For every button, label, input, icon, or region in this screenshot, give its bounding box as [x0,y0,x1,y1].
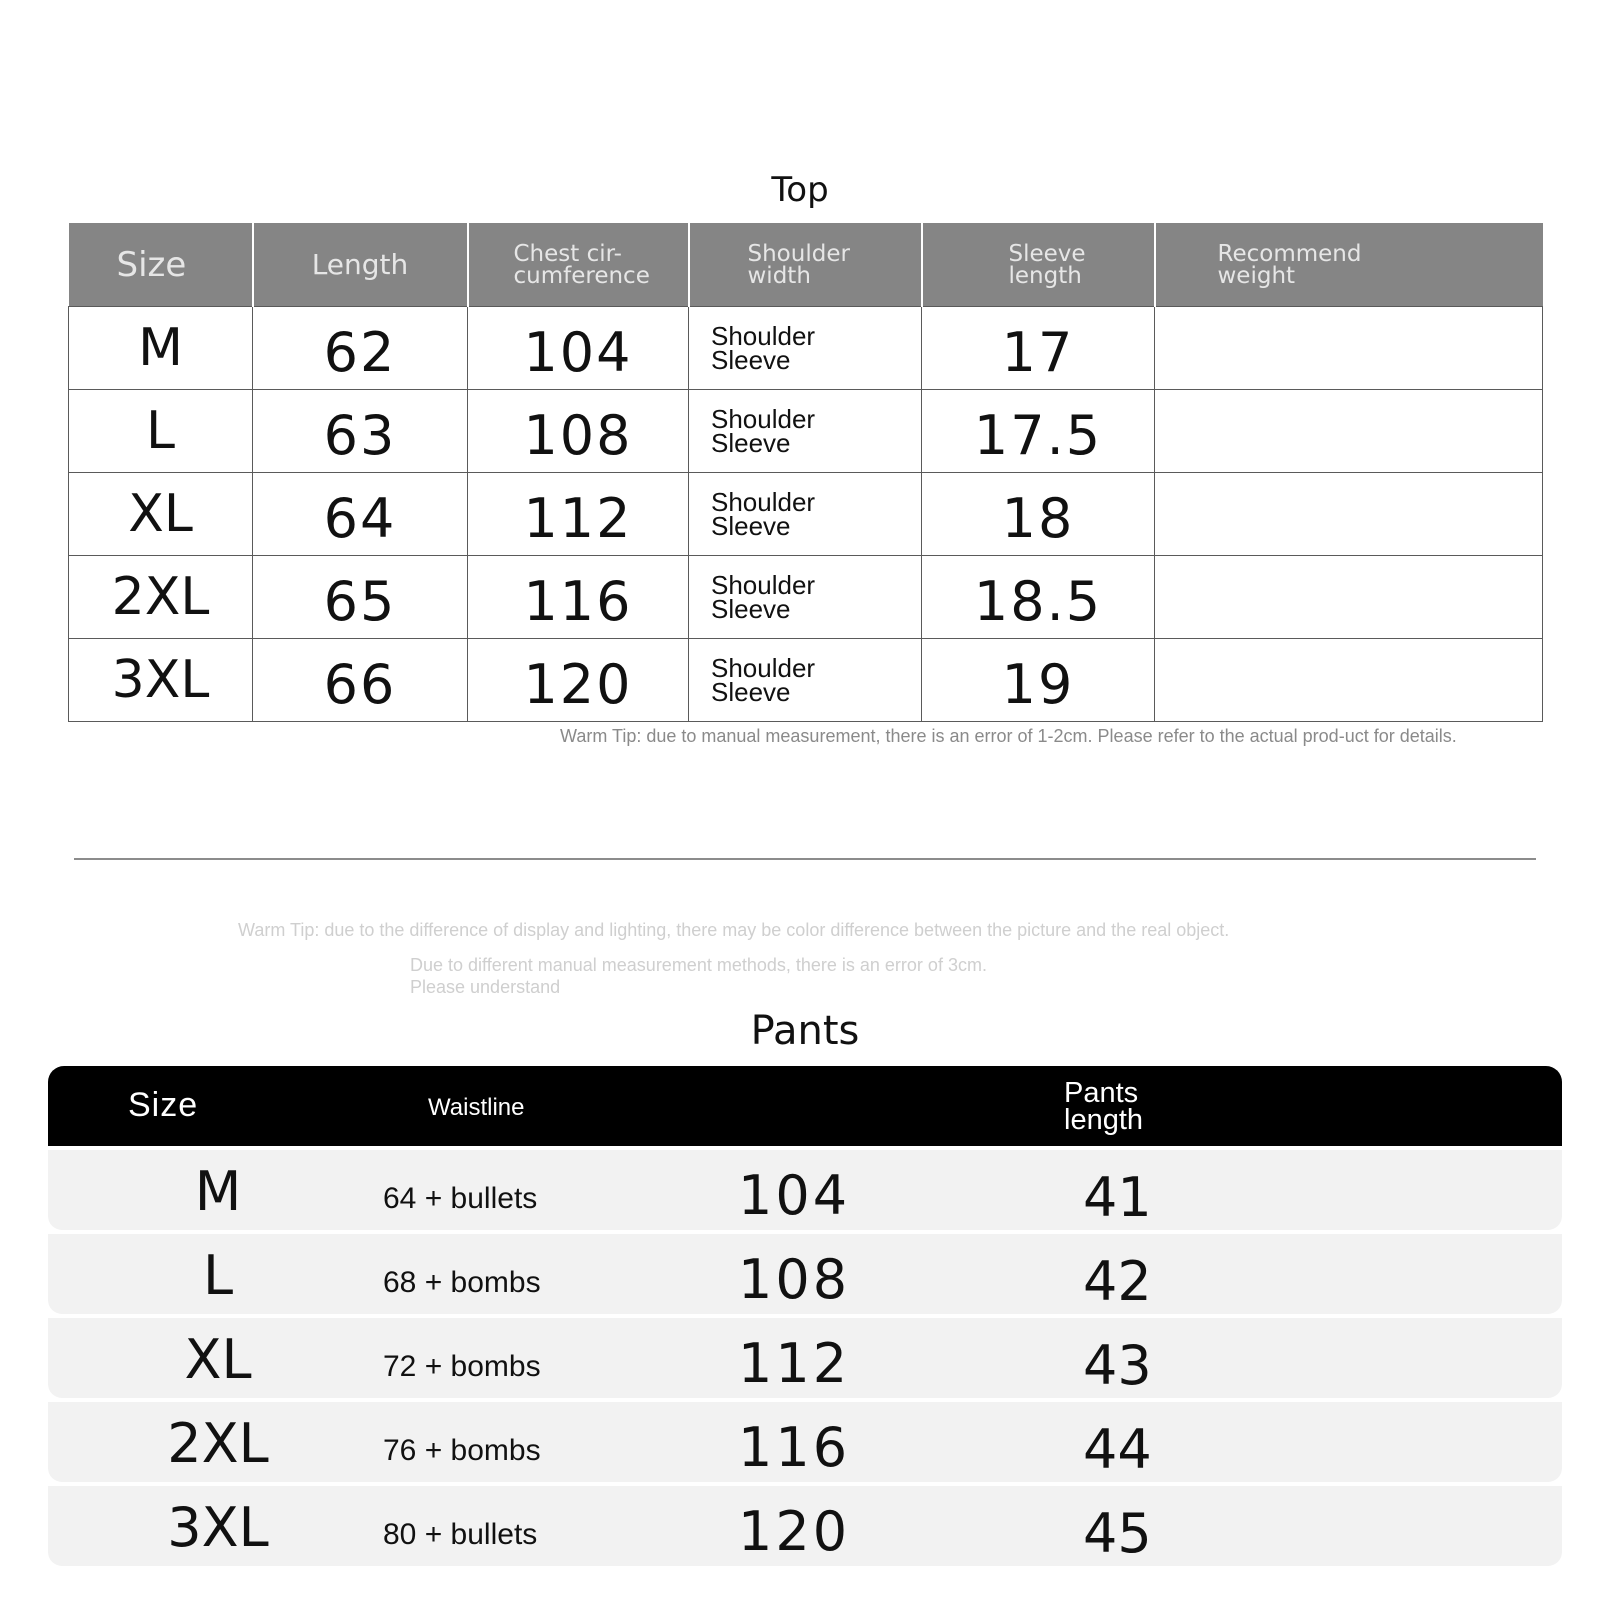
section-divider [74,858,1536,860]
top-cell-sleeve: 17.5 [922,390,1155,473]
top-cell-size: XL [69,473,253,556]
pants-header-waist: Waistline [428,1094,525,1121]
pants-header-length-line1: Pants [1064,1077,1139,1109]
top-cell-shoulder-line2: Sleeve [711,594,791,624]
top-cell-sleeve: 18.5 [922,556,1155,639]
top-cell-weight [1155,307,1543,390]
top-cell-shoulder-line2: Sleeve [711,511,791,541]
pants-cell-size: XL [184,1328,252,1391]
pants-cell-length: 41 [1083,1166,1152,1229]
top-cell-shoulder [689,307,922,390]
top-header-chest-line2: cumference [513,262,650,289]
top-cell-size: L [69,390,253,473]
top-header-shoulder [689,223,922,307]
top-cell-size: M [69,307,253,390]
pants-cell-length: 44 [1083,1418,1152,1481]
top-cell-shoulder [689,639,922,722]
pants-cell-size: 3XL [167,1496,269,1559]
pants-cell-waist: 68 + bombs [383,1266,541,1299]
top-header-sleeve-line2: length [1008,262,1082,289]
top-cell-shoulder-line1: Shoulder [711,404,816,434]
top-cell-shoulder-line1: Shoulder [711,487,816,517]
top-cell-chest: 120 [468,639,689,722]
top-cell-shoulder [689,556,922,639]
pants-cell-size: L [202,1244,234,1307]
measurement-warm-tip [410,954,987,998]
pants-row-2xl [48,1402,1562,1482]
pants-cell-waist: 76 + bombs [383,1434,541,1467]
top-header-row [69,223,1543,307]
pants-header-length-line2: length [1064,1104,1144,1136]
top-header-shoulder-line1: Shoulder [747,240,850,267]
top-cell-weight [1155,639,1543,722]
top-warm-tip: Warm Tip: due to manual measurement, there is an error of 1-2cm. Please refer to the actual prod-uct for details. [560,726,1457,746]
pants-cell-hip: 116 [738,1416,851,1479]
pants-row-xl [48,1318,1562,1398]
top-cell-shoulder-line2: Sleeve [711,428,791,458]
color-warm-tip: Warm Tip: due to the difference of display and lighting, there may be color difference between the picture and the real object. [238,920,1230,940]
top-header-sleeve [922,223,1155,307]
pants-size-table [48,1066,1562,1566]
pants-cell-waist: 64 + bullets [383,1182,538,1215]
top-header-size: Size [69,223,253,307]
top-cell-length: 62 [253,307,468,390]
top-header-weight [1155,223,1543,307]
top-cell-weight [1155,390,1543,473]
top-cell-shoulder-line2: Sleeve [711,345,791,375]
top-cell-chest: 104 [468,307,689,390]
top-cell-sleeve: 18 [922,473,1155,556]
pants-table-title: Pants [750,1008,860,1054]
top-cell-shoulder-line1: Shoulder [711,321,816,351]
top-header-length: Length [253,223,468,307]
top-table-title: Top [771,170,829,210]
pants-cell-length: 42 [1083,1250,1152,1313]
top-cell-shoulder-line1: Shoulder [711,570,816,600]
top-row-xl [69,473,1543,556]
top-cell-chest: 112 [468,473,689,556]
pants-cell-size: M [194,1160,242,1223]
top-cell-shoulder [689,473,922,556]
pants-cell-hip: 104 [738,1164,851,1227]
top-header-weight-line1: Recommend [1217,240,1362,267]
pants-header-size: Size [128,1086,199,1124]
top-cell-length: 66 [253,639,468,722]
top-header-chest [468,223,689,307]
top-cell-shoulder [689,390,922,473]
top-header-chest-line1: Chest cir- [513,240,622,267]
top-row-3xl [69,639,1543,722]
top-header-sleeve-line1: Sleeve [1008,240,1086,267]
top-cell-size: 2XL [69,556,253,639]
top-cell-chest: 116 [468,556,689,639]
top-row-2xl [69,556,1543,639]
top-header-weight-line2: weight [1217,262,1296,289]
pants-header-length [1064,1077,1144,1136]
top-row-l [69,390,1543,473]
top-size-table [68,223,1543,722]
pants-row-l [48,1234,1562,1314]
pants-cell-size: 2XL [167,1412,269,1475]
pants-header-row [48,1066,1562,1146]
top-cell-chest: 108 [468,390,689,473]
top-cell-length: 64 [253,473,468,556]
top-row-m [69,307,1543,390]
pants-cell-waist: 80 + bullets [383,1518,538,1551]
top-cell-weight [1155,556,1543,639]
top-cell-sleeve: 17 [922,307,1155,390]
top-cell-shoulder-line2: Sleeve [711,677,791,707]
pants-cell-hip: 108 [738,1248,851,1311]
top-cell-size: 3XL [69,639,253,722]
pants-cell-waist: 72 + bombs [383,1350,541,1383]
measurement-tip-line1: Due to different manual measurement methods, there is an error of 3cm. [410,955,987,975]
pants-cell-length: 45 [1083,1502,1152,1565]
pants-cell-hip: 120 [738,1500,851,1563]
pants-row-m [48,1150,1562,1230]
top-header-shoulder-line2: width [747,262,811,289]
top-cell-weight [1155,473,1543,556]
top-cell-length: 63 [253,390,468,473]
top-cell-length: 65 [253,556,468,639]
pants-cell-length: 43 [1083,1334,1152,1397]
top-cell-sleeve: 19 [922,639,1155,722]
pants-row-3xl [48,1486,1562,1566]
pants-cell-hip: 112 [738,1332,851,1395]
measurement-tip-line2: Please understand [410,977,561,997]
top-cell-shoulder-line1: Shoulder [711,653,816,683]
